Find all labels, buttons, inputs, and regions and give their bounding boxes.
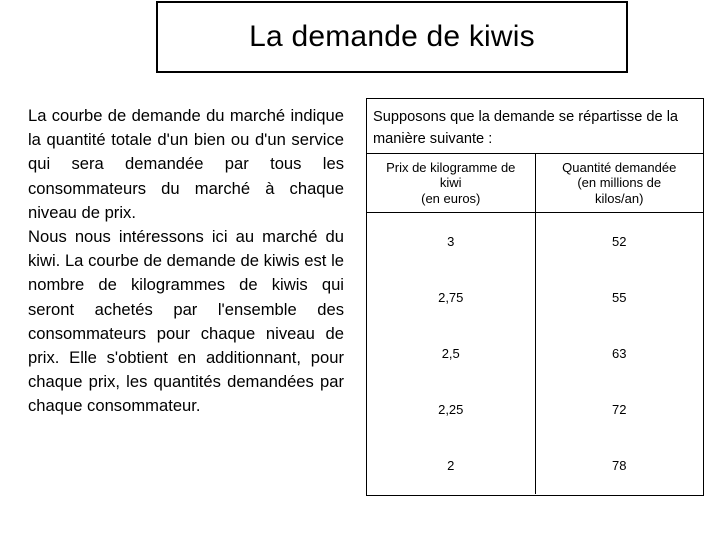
header-price-line: kiwi — [439, 175, 462, 191]
quantity-cell: 72 — [612, 402, 627, 418]
paragraph-definition: La courbe de demande du marché indique la quantité totale d'un bien ou d'un service qui sera demandée par tous les consommateurs du marché à chaque niveau de prix. — [28, 106, 344, 222]
table-header-row — [367, 154, 703, 213]
quantity-cell: 55 — [612, 289, 627, 305]
header-quantity — [535, 154, 703, 213]
price-cell: 2,75 — [367, 269, 535, 325]
slide-title: La demande de kiwis — [249, 20, 535, 53]
slide-title-box — [156, 1, 628, 73]
header-price — [367, 154, 535, 213]
demand-table-box — [366, 98, 704, 496]
demand-table — [367, 154, 703, 494]
header-quantity-line: Quantité demandée — [562, 159, 677, 175]
price-cell: 3 — [367, 213, 535, 270]
table-row — [367, 325, 703, 381]
paragraph-kiwi-market: Nous nous intéressons ici au marché du kiwi. La courbe de demande de kiwis est le nombre de kilogrammes de kiwis qui seront achetés par l'ensemble des consommateurs pour chaque niveau de prix. Elle s'obtient en additionnant, pour chaque prix, les quantités demandées par chaque consommateur. — [28, 227, 344, 416]
quantity-cell: 63 — [612, 345, 627, 361]
price-cell: 2 — [367, 438, 535, 494]
header-quantity-line: kilos/an) — [595, 190, 644, 206]
header-price-line: Prix de kilogramme de — [386, 159, 516, 175]
table-row — [367, 269, 703, 325]
header-price-line: (en euros) — [421, 190, 481, 206]
table-row — [367, 382, 703, 438]
table-row — [367, 438, 703, 494]
table-row — [367, 213, 703, 270]
table-intro: Supposons que la demande se répartisse de la manière suivante : — [367, 99, 703, 154]
left-text-block — [28, 104, 344, 419]
header-quantity-line: (en millions de — [577, 175, 662, 191]
price-cell: 2,5 — [367, 325, 535, 381]
price-cell: 2,25 — [367, 382, 535, 438]
quantity-cell: 52 — [612, 233, 627, 249]
quantity-cell: 78 — [612, 458, 627, 474]
